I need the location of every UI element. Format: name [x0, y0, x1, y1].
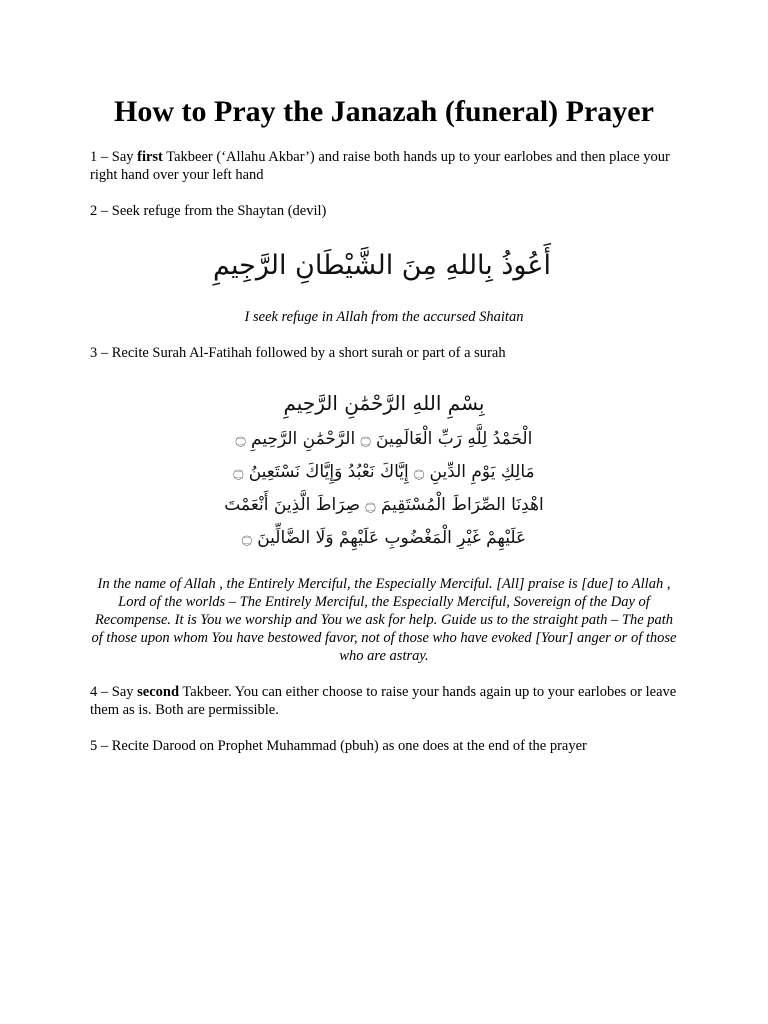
step-5: 5 – Recite Darood on Prophet Muhammad (pbuh) as one does at the end of the prayer	[90, 738, 587, 754]
step-1	[90, 148, 680, 184]
step-4-prefix: 4 – Say	[90, 684, 138, 700]
step-1-bold: first	[137, 149, 163, 165]
step-4-bold: second	[137, 684, 180, 700]
fatihah-translation: In the name of Allah , the Entirely Merciful, the Especially Merciful. [All] praise is [due] to Allah , Lord of the worlds – The Entirely Merciful, the Especially Merciful, Sovereign of the Day of Recompense. It is You we worship and You we ask for help. Guide us to the straight path – The path of those upon whom You have bestowed favor, not of those who have evoked [Your] anger or of those who are astray.	[91, 576, 677, 664]
step-4	[90, 683, 680, 719]
fatihah-line-2: الْحَمْدُ لِلَّهِ رَبِّ الْعَالَمِينَ ۝ الرَّحْمَٰنِ الرَّحِيمِ ۝	[235, 429, 533, 449]
refuge-translation: I seek refuge in Allah from the accursed Shaitan	[244, 309, 524, 325]
refuge-arabic-text: أَعُوذُ بِاللهِ مِنَ الشَّيْطَانِ الرَّجِيمِ	[213, 250, 551, 281]
step-1-suffix: Takbeer (‘Allahu Akbar’) and raise both hands up to your earlobes and then place your right hand over your left hand	[90, 149, 670, 183]
fatihah-line-3: مَالِكِ يَوْمِ الدِّينِ ۝ إِيَّاكَ نَعْبُدُ وَإِيَّاكَ نَسْتَعِينُ ۝	[233, 462, 535, 482]
refuge-arabic-calligraphy	[213, 236, 551, 292]
step-3: 3 – Recite Surah Al-Fatihah followed by a short surah or part of a surah	[90, 345, 506, 361]
step-4-suffix: Takbeer. You can either choose to raise your hands again up to your earlobes or leave them as is. Both are permissible.	[90, 684, 677, 718]
fatihah-line-5: عَلَيْهِمْ غَيْرِ الْمَغْضُوبِ عَلَيْهِمْ وَلَا الضَّالِّينَ ۝	[241, 528, 527, 548]
page-title: How to Pray the Janazah (funeral) Prayer	[114, 95, 654, 128]
step-2: 2 – Seek refuge from the Shaytan (devil)	[90, 203, 327, 219]
fatihah-line-1: بِسْمِ اللهِ الرَّحْمَٰنِ الرَّحِيمِ	[283, 391, 485, 415]
fatihah-arabic-calligraphy	[224, 378, 544, 562]
fatihah-line-4: اهْدِنَا الصِّرَاطَ الْمُسْتَقِيمَ ۝ صِرَاطَ الَّذِينَ أَنْعَمْتَ	[224, 495, 544, 515]
step-1-prefix: 1 – Say	[90, 149, 138, 165]
